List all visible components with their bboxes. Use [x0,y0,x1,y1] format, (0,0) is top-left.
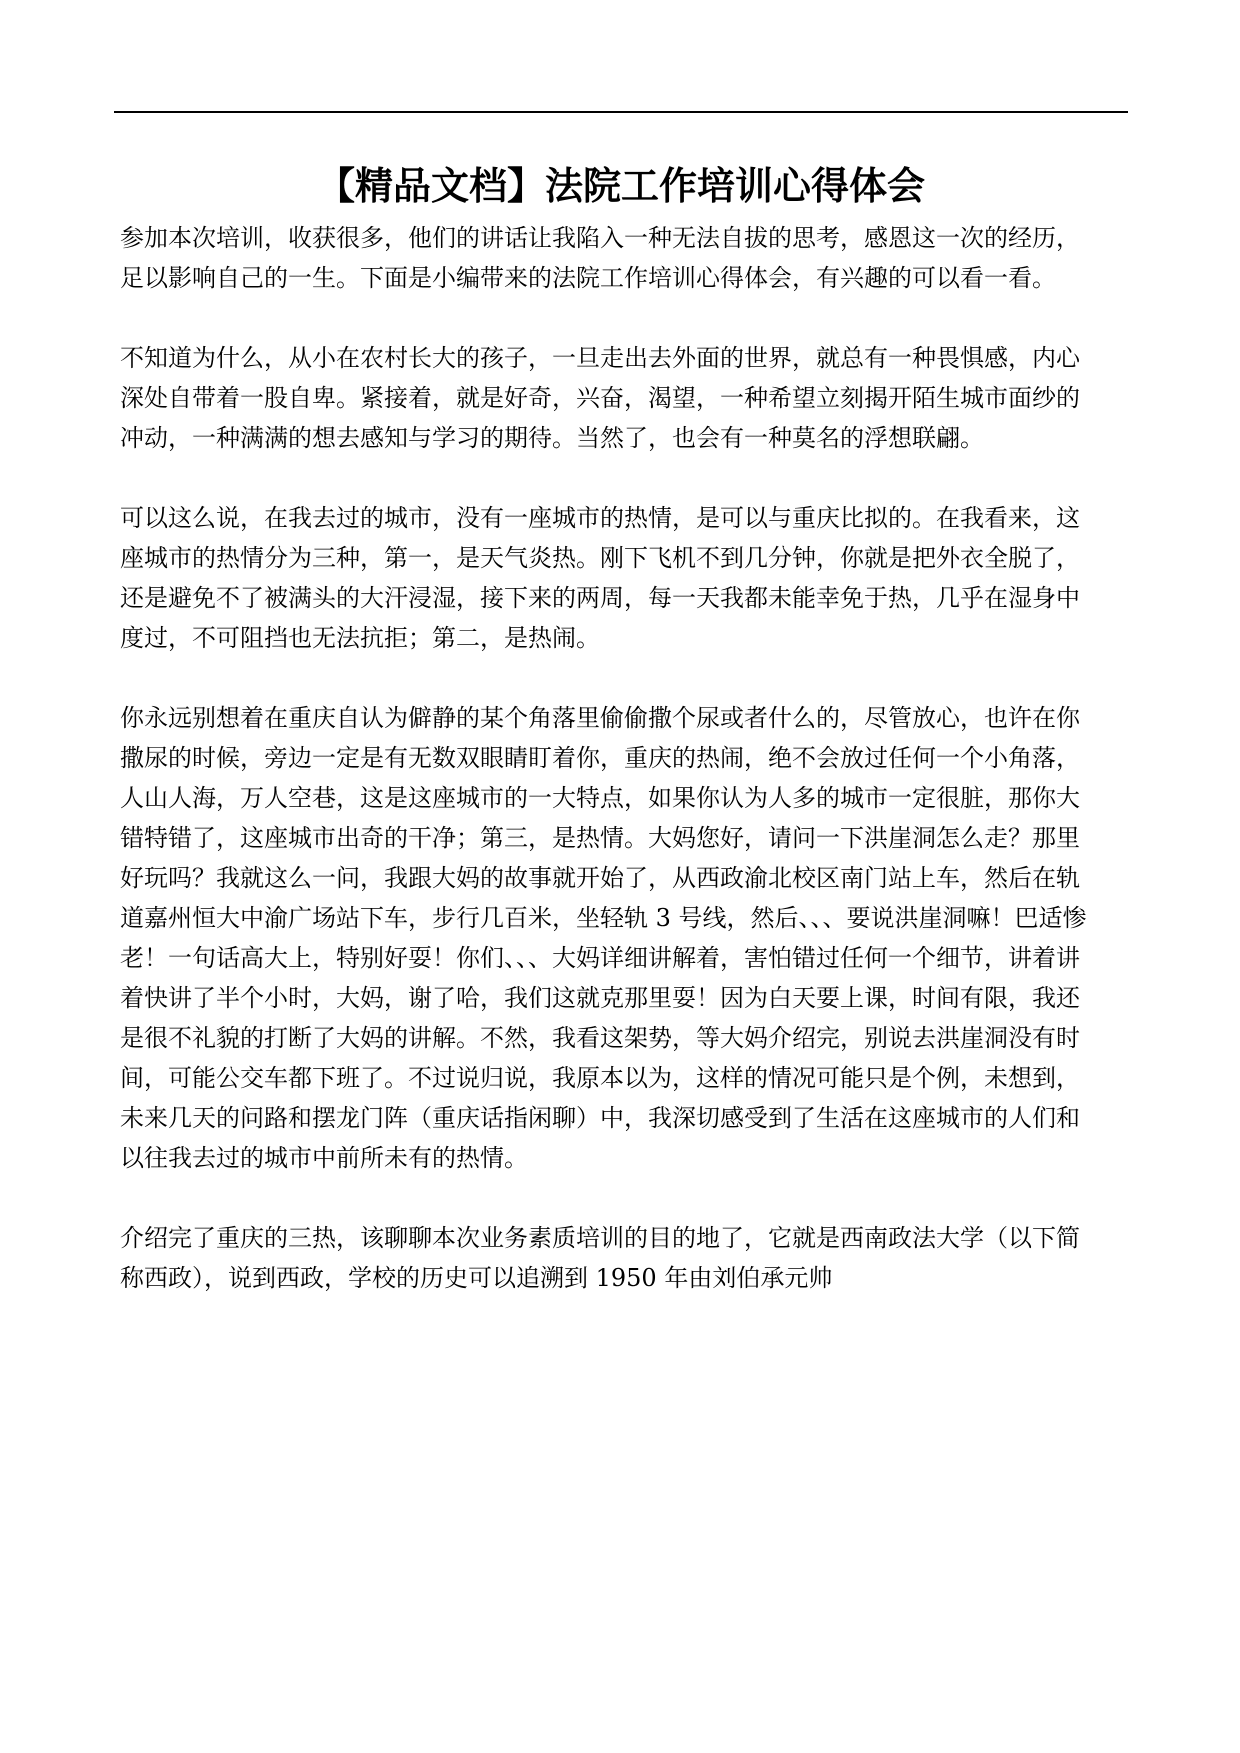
text-line: 称西政），说到西政，学校的历史可以追溯到 1950 年由刘伯承元帅 [120,1264,833,1292]
paragraph-lively-city [120,698,1128,1178]
document-body [120,218,1128,1338]
text-line: 是很不礼貌的打断了大妈的讲解。不然，我看这架势，等大妈介绍完，别说去洪崖洞没有时 [120,1024,1080,1052]
text-line: 你永远别想着在重庆自认为僻静的某个角落里偷偷撒个尿或者什么的，尽管放心，也许在你 [120,704,1080,732]
header-rule [114,111,1128,113]
text-line: 间，可能公交车都下班了。不过说归说，我原本以为，这样的情况可能只是个例，未想到， [120,1064,1080,1092]
text-line: 座城市的热情分为三种，第一，是天气炎热。刚下飞机不到几分钟，你就是把外衣全脱了， [120,544,1080,572]
text-line: 撒尿的时候，旁边一定是有无数双眼睛盯着你，重庆的热闹，绝不会放过任何一个小角落， [120,744,1080,772]
text-line: 参加本次培训，收获很多，他们的讲话让我陷入一种无法自拔的思考，感恩这一次的经历， [120,224,1080,252]
text-line: 人山人海，万人空巷，这是这座城市的一大特点，如果你认为人多的城市一定很脏，那你大 [120,784,1080,812]
text-line: 老！一句话高大上，特别好耍！你们、、、大妈详细讲解着，害怕错过任何一个细节，讲着讲 [120,944,1080,972]
text-line: 道嘉州恒大中渝广场站下车，步行几百米，坐轻轨 3 号线，然后、、、要说洪崖洞嘛！巴适惨 [120,904,1087,932]
text-line: 还是避免不了被满头的大汗浸湿，接下来的两周，每一天我都未能幸免于热，几乎在湿身中 [120,584,1080,612]
document-title: 【精品文档】法院工作培训心得体会 [316,163,925,208]
paragraph-countryside [120,338,1128,458]
text-line: 深处自带着一股自卑。紧接着，就是好奇，兴奋，渴望，一种希望立刻揭开陌生城市面纱的 [120,384,1080,412]
text-line: 可以这么说，在我去过的城市，没有一座城市的热情，是可以与重庆比拟的。在我看来，这 [120,504,1080,532]
text-line: 度过，不可阻挡也无法抗拒；第二，是热闹。 [120,624,600,652]
text-line: 介绍完了重庆的三热，该聊聊本次业务素质培训的目的地了，它就是西南政法大学（以下简 [120,1224,1080,1252]
text-line: 足以影响自己的一生。下面是小编带来的法院工作培训心得体会，有兴趣的可以看一看。 [120,264,1056,292]
text-line: 着快讲了半个小时，大妈，谢了哈，我们这就克那里耍！因为白天要上课，时间有限，我还 [120,984,1080,1012]
text-line: 不知道为什么，从小在农村长大的孩子，一旦走出去外面的世界，就总有一种畏惧感，内心 [120,344,1080,372]
text-line: 冲动，一种满满的想去感知与学习的期待。当然了，也会有一种莫名的浮想联翩。 [120,424,984,452]
text-line: 以往我去过的城市中前所未有的热情。 [120,1144,528,1172]
text-line: 好玩吗？我就这么一问，我跟大妈的故事就开始了，从西政渝北校区南门站上车，然后在轨 [120,864,1080,892]
text-line: 错特错了，这座城市出奇的干净；第三，是热情。大妈您好，请问一下洪崖洞怎么走？那里 [120,824,1080,852]
text-line: 未来几天的问路和摆龙门阵（重庆话指闲聊）中，我深切感受到了生活在这座城市的人们和 [120,1104,1080,1132]
paragraph-city-passion [120,498,1128,658]
paragraph-intro [120,218,1128,298]
paragraph-destination [120,1218,1128,1298]
